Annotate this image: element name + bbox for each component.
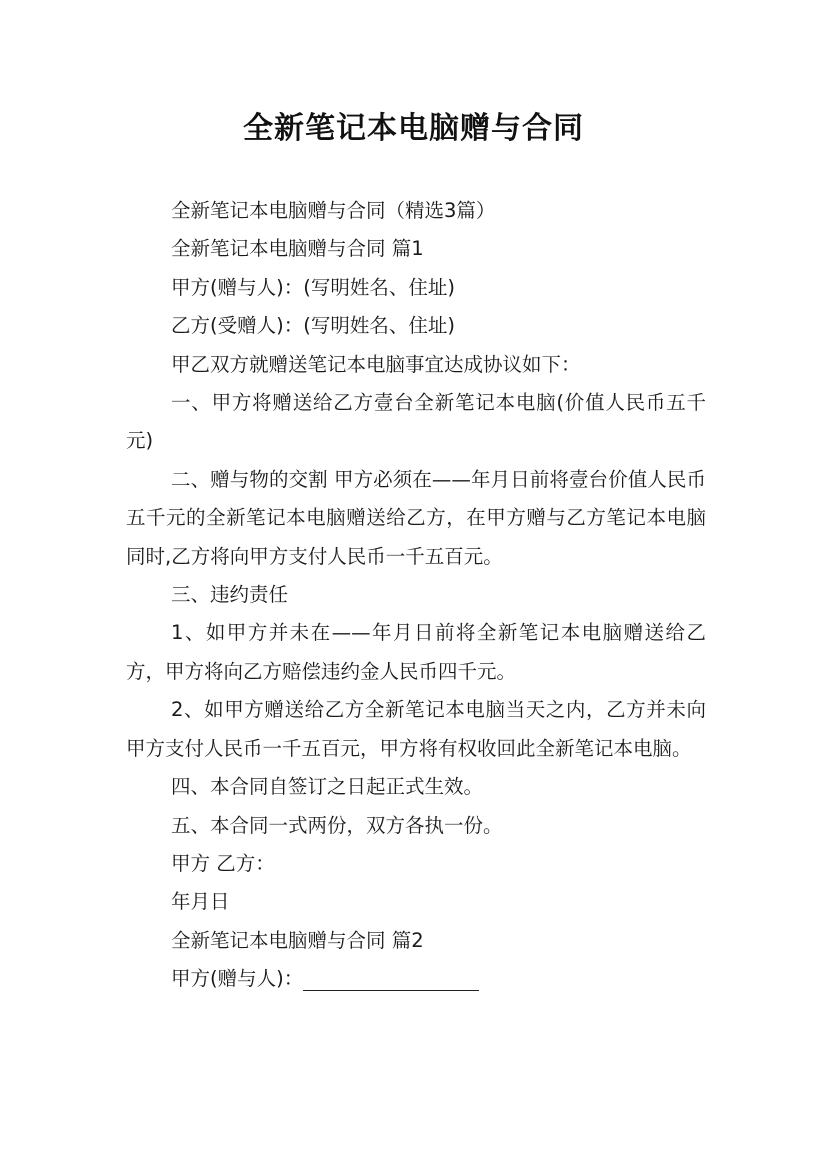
paragraph-section-heading-2: 全新笔记本电脑赠与合同 篇2 bbox=[171, 928, 424, 952]
paragraph-clause-3-item-2: 2、如甲方赠送给乙方全新笔记本电脑当天之内，乙方并未向甲方支付人民币一千五百元，甲方将有权收回此全新笔记本电脑。 bbox=[126, 698, 706, 760]
paragraph-section-heading-1: 全新笔记本电脑赠与合同 篇1 bbox=[171, 237, 424, 261]
paragraph-party-a: 甲方(赠与人)：(写明姓名、住址) bbox=[171, 275, 455, 299]
paragraph-party-a-blank bbox=[126, 960, 706, 998]
paragraph-clause-5: 五、本合同一式两份，双方各执一份。 bbox=[171, 813, 503, 837]
paragraph-clause-1: 一、甲方将赠送给乙方壹台全新笔记本电脑(价值人民币五千元) bbox=[126, 391, 706, 453]
paragraph-signatures: 甲方 乙方： bbox=[171, 851, 275, 875]
paragraph-date: 年月日 bbox=[171, 890, 230, 914]
document-body bbox=[126, 192, 706, 999]
paragraph-clause-4: 四、本合同自签订之日起正式生效。 bbox=[171, 775, 484, 799]
fill-in-blank-line bbox=[303, 968, 479, 991]
paragraph-subtitle: 全新笔记本电脑赠与合同（精选3篇） bbox=[171, 199, 496, 222]
paragraph-party-b: 乙方(受赠人)：(写明姓名、住址) bbox=[171, 314, 455, 338]
paragraph-clause-3-heading: 三、违约责任 bbox=[171, 583, 289, 607]
document-title: 全新笔记本电脑赠与合同 bbox=[243, 111, 584, 146]
paragraph-clause-2: 二、赠与物的交割 甲方必须在——年月日前将壹台价值人民币五千元的全新笔记本电脑赠送给乙方，在甲方赠与乙方笔记本电脑同时,乙方将向甲方支付人民币一千五百元。 bbox=[126, 467, 706, 568]
paragraph-clause-3-item-1: 1、如甲方并未在——年月日前将全新笔记本电脑赠送给乙方，甲方将向乙方赔偿违约金人民币四千元。 bbox=[126, 621, 706, 683]
paragraph-agreement-intro: 甲乙双方就赠送笔记本电脑事宜达成协议如下： bbox=[171, 352, 581, 376]
party-a-label: 甲方(赠与人)： bbox=[171, 967, 304, 991]
